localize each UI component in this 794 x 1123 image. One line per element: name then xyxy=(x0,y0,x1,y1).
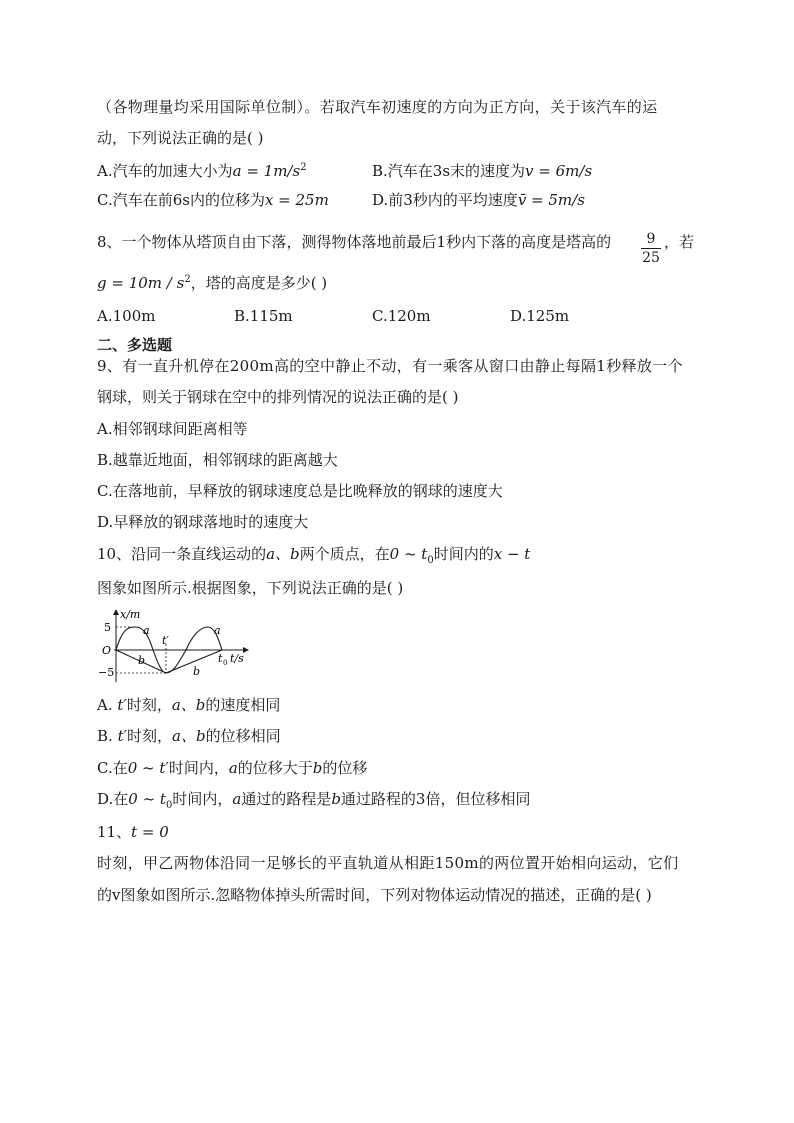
q10-stem-part-c: 两个质点，在 xyxy=(299,545,390,563)
q10-option-a-p2: 时刻， xyxy=(126,696,172,714)
q8-gravity-math: g = 10m / s xyxy=(97,274,185,292)
q10-option-b xyxy=(97,726,281,746)
q10-option-c-p4: 的位移大于 xyxy=(237,759,313,777)
q10-stem-part-d: 0 ~ t xyxy=(389,545,428,563)
q7-option-d-text: D.前3秒内的平均速度 xyxy=(372,191,518,209)
graph-y-label: x/m xyxy=(120,608,141,621)
q10-option-a-p1: t′ xyxy=(117,696,127,714)
q7-option-c-text: C.汽车在前6s内的位移为 xyxy=(97,191,265,209)
q7-option-d-math: v̄ = 5m/s xyxy=(517,191,585,209)
q9-stem-line1: 9、有一直升机停在200m高的空中静止不动，有一乘客从窗口由静止每隔1秒释放一个 xyxy=(97,357,683,375)
q10-stem-line1 xyxy=(97,544,530,564)
q8-option-a: A.100m xyxy=(97,307,156,325)
graph-origin-label: O xyxy=(102,644,112,657)
q10-option-c-p6: 的位移 xyxy=(322,759,368,777)
q10-stem-line2: 图象如图所示.根据图象，下列说法正确的是( ) xyxy=(97,579,404,597)
q10-option-b-p4: 的位移相同 xyxy=(205,727,281,745)
q10-option-d-p5: 通过的路程是 xyxy=(241,790,332,808)
q10-option-c xyxy=(97,758,367,778)
q11-stem-line2: 时刻，甲乙两物体沿同一足够长的平直轨道从相距150m的两位置开始相向运动，它们 xyxy=(97,854,679,872)
q10-option-c-p3: a xyxy=(228,759,238,777)
q10-stem-part-e: 0 xyxy=(427,555,434,566)
q10-option-d-p1: 0 ~ t xyxy=(128,790,166,808)
q9-option-b: B.越靠近地面，相邻钢球的距离越大 xyxy=(97,451,338,469)
q8-stem-line2 xyxy=(97,273,327,293)
graph-y-neg-label: −5 xyxy=(98,666,115,679)
q8-fraction-numerator: 9 xyxy=(641,231,661,249)
q10-option-d-p0: D.在 xyxy=(97,790,129,808)
q7-stem-line1: （各物理量均采用国际单位制）。若取汽车初速度的方向为正方向，关于该汽车的运 xyxy=(97,98,658,116)
q8-fraction-denominator: 25 xyxy=(642,250,660,266)
q7-option-c xyxy=(97,190,329,210)
q7-stem-line2: 动，下列说法正确的是( ) xyxy=(97,129,264,147)
q7-option-a-text: A.汽车的加速大小为 xyxy=(97,162,233,180)
q10-option-d-p4: a xyxy=(232,790,242,808)
q9-option-c: C.在落地前，早释放的钢球速度总是比晚释放的钢球的速度大 xyxy=(97,482,503,500)
q8-stem-line1: 8、一个物体从塔顶自由下落，测得物体落地前最后1秒内下落的高度是塔高的 xyxy=(97,233,612,251)
q10-option-d xyxy=(97,789,530,809)
q10-option-d-p7: 通过路程的3倍，但位移相同 xyxy=(340,790,531,808)
q10-stem-part-b: a、b xyxy=(266,545,300,563)
q10-option-d-p6: b xyxy=(331,790,341,808)
q10-option-a-p4: 的速度相同 xyxy=(205,696,281,714)
q10-option-c-p0: C.在 xyxy=(97,759,128,777)
q10-option-a-p3: a、b xyxy=(171,696,206,714)
graph-label-a2: a xyxy=(214,624,221,637)
graph-label-a1: a xyxy=(143,624,150,637)
graph-y-pos-label: 5 xyxy=(104,621,111,634)
q10-option-a-p0: A. xyxy=(97,696,118,714)
q10-xt-graph xyxy=(96,604,256,686)
graph-tprime-label: t′ xyxy=(162,634,169,647)
q7-option-b-math: v = 6m/s xyxy=(525,162,593,180)
q10-option-d-p2: 0 xyxy=(165,800,173,811)
q11-stem-line1 xyxy=(97,822,169,842)
q7-option-a-sup: 2 xyxy=(300,162,307,173)
q10-option-b-p1: t′ xyxy=(117,727,127,745)
q8-option-d: D.125m xyxy=(510,307,570,325)
q11-stem-number: 11、 xyxy=(97,823,132,841)
q8-fraction xyxy=(641,231,661,266)
q9-option-a: A.相邻钢球间距离相等 xyxy=(97,420,248,438)
q9-option-d: D.早释放的钢球落地时的速度大 xyxy=(97,513,309,531)
q7-option-a xyxy=(97,161,307,181)
q7-option-d xyxy=(372,190,585,210)
q8-stem-tail: ，若 xyxy=(664,233,695,251)
q10-option-b-p2: 时刻， xyxy=(127,727,173,745)
graph-label-b2: b xyxy=(193,665,201,678)
q9-stem-line2: 钢球，则关于钢球在空中的排列情况的说法正确的是( ) xyxy=(97,388,459,406)
q11-stem-line3: 的v图象如图所示.忽略物体掉头所需时间，下列对物体运动情况的描述，正确的是( ) xyxy=(97,886,652,904)
q8-gravity-sup: 2 xyxy=(184,274,191,285)
q10-option-b-p0: B. xyxy=(97,727,118,745)
q10-option-c-p1: 0 ~ t′ xyxy=(127,759,169,777)
q10-option-b-p3: a、b xyxy=(172,727,206,745)
graph-curve-b xyxy=(116,650,222,673)
q7-option-b-text: B.汽车在3s末的速度为 xyxy=(372,162,526,180)
q10-option-c-p2: 时间内， xyxy=(168,759,229,777)
q8-stem-line2-text: ，塔的高度是多少( ) xyxy=(190,274,328,292)
graph-x-label: t/s xyxy=(230,652,244,665)
q10-option-d-p3: 时间内， xyxy=(172,790,233,808)
graph-t0-label: t xyxy=(218,652,223,665)
q8-option-b: B.115m xyxy=(234,307,293,325)
q8-option-c: C.120m xyxy=(372,307,431,325)
q10-option-c-p5: b xyxy=(312,759,323,777)
q7-option-b xyxy=(372,161,592,181)
graph-label-b1: b xyxy=(138,654,146,667)
q11-stem-math: t = 0 xyxy=(131,823,169,841)
q10-option-a xyxy=(97,695,280,715)
q7-option-a-math: a = 1m/s xyxy=(232,162,301,180)
graph-t0-sub: 0 xyxy=(223,659,228,667)
q10-stem-part-g: x − t xyxy=(493,545,531,563)
q10-stem-part-f: 时间内的 xyxy=(433,545,494,563)
q7-option-c-math: x = 25m xyxy=(264,191,329,209)
section-title: 二、多选题 xyxy=(97,336,173,354)
q10-stem-part-a: 10、沿同一条直线运动的 xyxy=(97,545,267,563)
